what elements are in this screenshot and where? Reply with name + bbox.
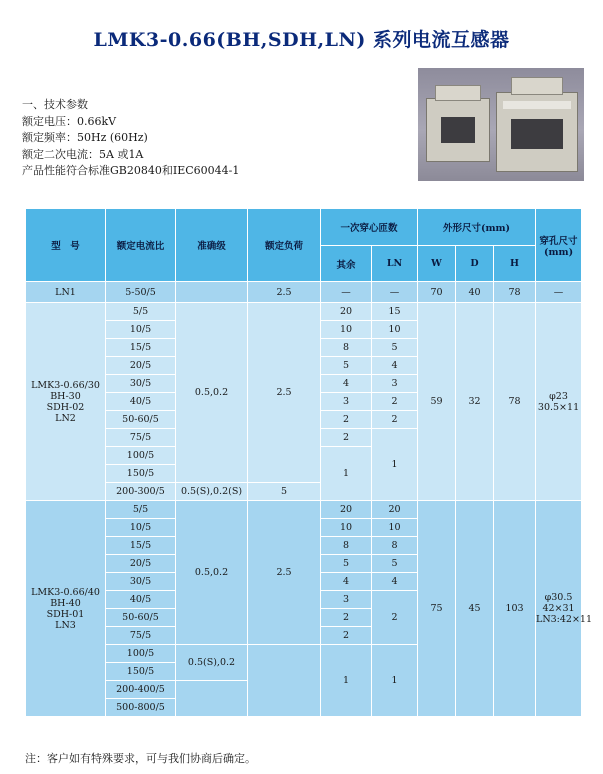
specs-table xyxy=(25,208,593,717)
cell-ratio: 20/5 xyxy=(106,555,176,573)
cell-ratio: 50-60/5 xyxy=(106,411,176,429)
product-photo xyxy=(418,68,584,181)
cell-ratio: 75/5 xyxy=(106,627,176,645)
cell-turns-ln: 5 xyxy=(372,555,418,573)
cell-burden xyxy=(248,645,321,717)
cell-turns-ln: 4 xyxy=(372,573,418,591)
cell-turns-other: 2 xyxy=(321,627,372,645)
cell-accuracy: 0.5,0.2 xyxy=(176,501,248,645)
cell-turns-other: 3 xyxy=(321,591,372,609)
cell-ratio: 75/5 xyxy=(106,429,176,447)
cell-h: 78 xyxy=(494,303,536,501)
col-turns-ln: LN xyxy=(372,246,418,282)
cell-turns-other: 20 xyxy=(321,303,372,321)
cell-burden: 2.5 xyxy=(248,282,321,303)
spec-frequency: 额定频率：50Hz (60Hz) xyxy=(22,131,148,144)
cell-ratio: 20/5 xyxy=(106,357,176,375)
cell-turns-ln: 2 xyxy=(372,411,418,429)
cell-turns-other: 5 xyxy=(321,555,372,573)
hole-line: LN3:42×11 xyxy=(536,614,593,625)
cell-ratio: 5/5 xyxy=(106,303,176,321)
model-line: BH-30 xyxy=(50,390,81,402)
col-hole-unit: (mm) xyxy=(543,246,574,258)
cell-ratio: 500-800/5 xyxy=(106,699,176,717)
col-turns: 一次穿心匝数 xyxy=(321,209,418,246)
model-line: SDH-02 xyxy=(46,401,85,413)
cell-turns-other: 20 xyxy=(321,501,372,519)
cell-turns-other: 2 xyxy=(321,609,372,627)
cell-ratio: 10/5 xyxy=(106,321,176,339)
cell-ratio: 100/5 xyxy=(106,447,176,465)
cell-turns-ln: 1 xyxy=(372,645,418,717)
cell-turns-ln: — xyxy=(372,282,418,303)
cell-turns-ln: 3 xyxy=(372,375,418,393)
model-line: SDH-01 xyxy=(46,608,85,620)
spec-secondary-current: 额定二次电流：5A 或1A xyxy=(22,147,144,161)
spec-voltage: 额定电压：0.66kV xyxy=(22,114,117,128)
cell-turns-ln: 15 xyxy=(372,303,418,321)
cell-turns-ln: 2 xyxy=(372,393,418,411)
cell-ratio: 15/5 xyxy=(106,339,176,357)
cell-ratio: 10/5 xyxy=(106,519,176,537)
cell-ratio: 5/5 xyxy=(106,501,176,519)
cell-turns-other: 8 xyxy=(321,339,372,357)
cell-h: 78 xyxy=(494,282,536,303)
table-row xyxy=(26,282,582,303)
large-transformer-cap xyxy=(511,77,563,95)
cell-turns-ln: 2 xyxy=(372,591,418,645)
table-row xyxy=(26,303,582,321)
col-dimensions: 外形尺寸(mm) xyxy=(418,209,536,246)
cell-accuracy xyxy=(176,681,248,717)
cell-turns-other: 4 xyxy=(321,573,372,591)
cell-turns-other: 5 xyxy=(321,357,372,375)
cell-turns-other: 10 xyxy=(321,519,372,537)
hole-line: 30.5×11 xyxy=(537,401,580,413)
col-hole-label: 穿孔尺寸 xyxy=(539,235,578,247)
table-row xyxy=(26,501,582,519)
cell-model xyxy=(26,501,106,717)
cell-burden: 2.5 xyxy=(248,501,321,645)
cell-model xyxy=(26,303,106,501)
cell-ratio: 50-60/5 xyxy=(106,609,176,627)
cell-hole: — xyxy=(536,282,582,303)
cell-ratio: 15/5 xyxy=(106,537,176,555)
hole-line: φ23 xyxy=(549,390,568,402)
cell-w: 70 xyxy=(418,282,456,303)
col-burden: 额定负荷 xyxy=(248,209,321,282)
cell-ratio: 200-300/5 xyxy=(106,483,176,501)
specs-heading: 一、技术参数 xyxy=(22,98,88,111)
cell-turns-ln: 20 xyxy=(372,501,418,519)
cell-turns-other: 8 xyxy=(321,537,372,555)
cell-d: 45 xyxy=(456,501,494,717)
col-w: W xyxy=(418,246,456,282)
large-transformer-hole xyxy=(511,119,563,149)
cell-accuracy xyxy=(176,282,248,303)
col-accuracy: 准确级 xyxy=(176,209,248,282)
col-model: 型 号 xyxy=(26,209,106,282)
model-line: LMK3-0.66/40 xyxy=(31,586,100,598)
header-row xyxy=(26,209,582,246)
cell-w: 75 xyxy=(418,501,456,717)
cell-ratio: 40/5 xyxy=(106,591,176,609)
cell-turns-other: 4 xyxy=(321,375,372,393)
cell-ratio: 150/5 xyxy=(106,663,176,681)
cell-ratio: 30/5 xyxy=(106,573,176,591)
tech-specs xyxy=(22,97,239,180)
cell-turns-ln: 4 xyxy=(372,357,418,375)
cell-accuracy: 0.5(S),0.2 xyxy=(176,645,248,681)
col-turns-other: 其余 xyxy=(321,246,372,282)
cell-ratio: 5-50/5 xyxy=(106,282,176,303)
cell-ratio: 200-400/5 xyxy=(106,681,176,699)
large-transformer-label xyxy=(503,101,571,109)
model-line: LN2 xyxy=(55,412,76,424)
cell-burden: 2.5 xyxy=(248,303,321,483)
cell-turns-other: 1 xyxy=(321,447,372,501)
model-line: BH-40 xyxy=(50,597,81,609)
small-transformer-cap xyxy=(435,85,481,101)
cell-turns-other: 3 xyxy=(321,393,372,411)
cell-w: 59 xyxy=(418,303,456,501)
cell-turns-other: 10 xyxy=(321,321,372,339)
cell-turns-ln: 1 xyxy=(372,429,418,501)
cell-turns-other: 2 xyxy=(321,429,372,447)
cell-ratio: 40/5 xyxy=(106,393,176,411)
cell-d: 32 xyxy=(456,303,494,501)
page-title: LMK3-0.66(BH,SDH,LN) 系列电流互感器 xyxy=(93,29,510,51)
cell-hole xyxy=(536,501,593,717)
cell-turns-ln: 5 xyxy=(372,339,418,357)
small-transformer-hole xyxy=(441,117,475,143)
large-transformer xyxy=(496,92,578,172)
cell-turns-ln: 10 xyxy=(372,321,418,339)
cell-accuracy: 0.5,0.2 xyxy=(176,303,248,483)
footnote: 注：客户如有特殊要求，可与我们协商后确定。 xyxy=(25,752,256,765)
col-d: D xyxy=(456,246,494,282)
cell-burden: 5 xyxy=(248,483,321,501)
col-hole xyxy=(536,209,582,282)
model-line: LMK3-0.66/30 xyxy=(31,379,100,391)
cell-accuracy: 0.5(S),0.2(S) xyxy=(176,483,248,501)
cell-hole xyxy=(536,303,582,501)
cell-turns-ln: 10 xyxy=(372,519,418,537)
cell-ratio: 30/5 xyxy=(106,375,176,393)
col-h: H xyxy=(494,246,536,282)
cell-ratio: 150/5 xyxy=(106,465,176,483)
model-line: LN3 xyxy=(55,619,76,631)
cell-h: 103 xyxy=(494,501,536,717)
cell-turns-other: — xyxy=(321,282,372,303)
hole-line: φ30.5 xyxy=(544,592,573,603)
cell-turns-ln: 8 xyxy=(372,537,418,555)
cell-model: LN1 xyxy=(26,282,106,303)
cell-turns-other: 2 xyxy=(321,411,372,429)
cell-ratio: 100/5 xyxy=(106,645,176,663)
cell-turns-other: 1 xyxy=(321,645,372,717)
hole-line: 42×31 xyxy=(542,603,575,614)
col-ratio: 额定电流比 xyxy=(106,209,176,282)
small-transformer xyxy=(426,98,490,162)
spec-standard: 产品性能符合标准GB20840和IEC60044-1 xyxy=(22,164,240,177)
cell-d: 40 xyxy=(456,282,494,303)
